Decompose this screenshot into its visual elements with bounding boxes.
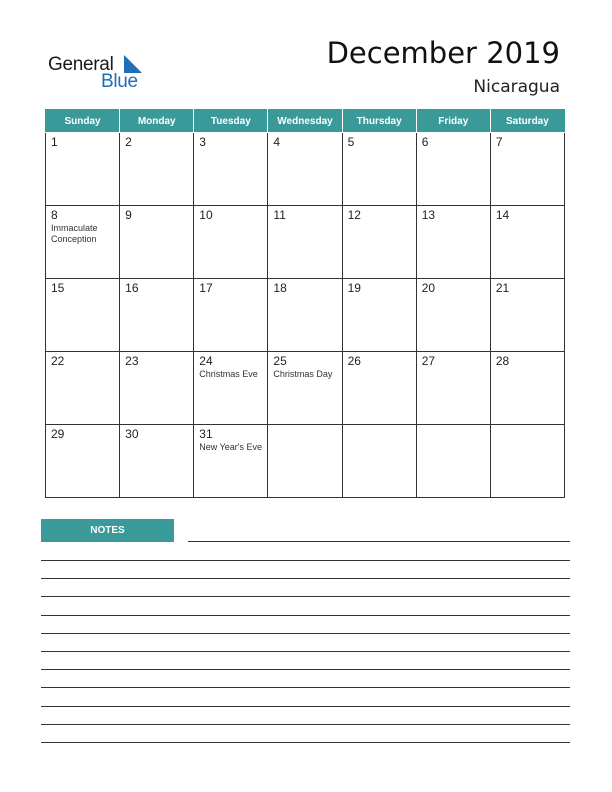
day-number: 8 [51, 208, 58, 222]
holiday-label: Immaculate Conception [51, 223, 98, 244]
notes-line [41, 596, 570, 597]
week-row [46, 352, 565, 425]
day-cell [120, 425, 194, 498]
notes-line [188, 541, 570, 542]
day-number: 19 [347, 281, 361, 295]
day-number: 6 [421, 135, 429, 149]
day-number: 21 [495, 281, 510, 295]
day-cell [416, 425, 490, 498]
weekday-header: Wednesday [268, 110, 342, 133]
calendar-body [46, 133, 565, 498]
day-number: 20 [421, 281, 436, 295]
day-number: 9 [125, 208, 132, 222]
holiday-label: New Year's Eve [199, 442, 263, 452]
day-cell [490, 279, 564, 352]
week-row [46, 133, 565, 206]
week-row [46, 279, 565, 352]
holiday-label: Christmas Day [273, 369, 333, 379]
day-cell [342, 425, 416, 498]
day-number: 29 [51, 427, 65, 441]
day-number: 25 [273, 354, 287, 368]
day-number: 23 [125, 354, 139, 368]
day-cell [46, 133, 120, 206]
day-number: 30 [125, 427, 139, 441]
day-cell [194, 352, 268, 425]
day-number: 4 [273, 135, 281, 149]
day-cell [194, 425, 268, 498]
holiday-label: Christmas Eve [199, 369, 258, 379]
day-cell [120, 352, 194, 425]
day-cell [342, 352, 416, 425]
country-name: Nicaragua [473, 77, 560, 97]
notes-line [41, 742, 570, 743]
day-cell [416, 206, 490, 279]
day-number: 14 [495, 208, 510, 222]
day-cell [490, 206, 564, 279]
day-number: 5 [347, 135, 355, 149]
notes-line [41, 669, 570, 670]
day-cell [46, 425, 120, 498]
day-cell [46, 206, 120, 279]
day-cell [268, 352, 342, 425]
page-title: December 2019 [326, 36, 560, 70]
day-number: 17 [199, 281, 213, 295]
day-cell [342, 133, 416, 206]
notes-line [41, 633, 570, 634]
notes-label: NOTES [41, 519, 174, 542]
day-cell [46, 279, 120, 352]
day-cell [268, 425, 342, 498]
brand-name-general: General [48, 54, 114, 75]
notes-line [41, 687, 570, 688]
day-number: 27 [421, 354, 436, 368]
day-number: 22 [51, 354, 65, 368]
day-cell [46, 352, 120, 425]
day-cell [120, 206, 194, 279]
day-number: 28 [495, 354, 510, 368]
day-cell [342, 279, 416, 352]
day-cell [416, 279, 490, 352]
notes-line [41, 560, 570, 561]
day-number: 13 [421, 208, 436, 222]
day-cell [342, 206, 416, 279]
day-number: 26 [347, 354, 361, 368]
day-cell [120, 279, 194, 352]
day-number: 3 [199, 135, 206, 149]
weekday-header: Thursday [342, 110, 416, 133]
day-number: 15 [51, 281, 65, 295]
day-number: 11 [273, 208, 286, 222]
day-cell [268, 133, 342, 206]
weekday-header: Monday [120, 110, 194, 133]
day-number: 16 [125, 281, 139, 295]
weekday-header: Sunday [46, 110, 120, 133]
day-number: 24 [199, 354, 213, 368]
week-row [46, 425, 565, 498]
weekday-header: Friday [416, 110, 490, 133]
day-number: 12 [347, 208, 361, 222]
calendar-grid [45, 109, 565, 498]
weekday-header: Saturday [490, 110, 564, 133]
day-cell [268, 279, 342, 352]
notes-line [41, 724, 570, 725]
day-cell [490, 352, 564, 425]
day-cell [490, 133, 564, 206]
day-cell [490, 425, 564, 498]
weekday-header-row [46, 110, 565, 133]
day-cell [194, 279, 268, 352]
day-number: 18 [273, 281, 287, 295]
brand-name-blue: Blue [101, 71, 138, 92]
week-row [46, 206, 565, 279]
day-cell [120, 133, 194, 206]
day-cell [416, 133, 490, 206]
notes-line [41, 706, 570, 707]
notes-line [41, 615, 570, 616]
day-number: 1 [51, 135, 58, 149]
brand-logo [48, 52, 148, 92]
day-cell [268, 206, 342, 279]
day-cell [194, 206, 268, 279]
notes-line [41, 578, 570, 579]
day-number: 10 [199, 208, 213, 222]
day-number: 2 [125, 135, 132, 149]
day-number: 31 [199, 427, 213, 441]
day-cell [194, 133, 268, 206]
weekday-header: Tuesday [194, 110, 268, 133]
day-cell [416, 352, 490, 425]
notes-line [41, 651, 570, 652]
day-number: 7 [495, 135, 503, 149]
